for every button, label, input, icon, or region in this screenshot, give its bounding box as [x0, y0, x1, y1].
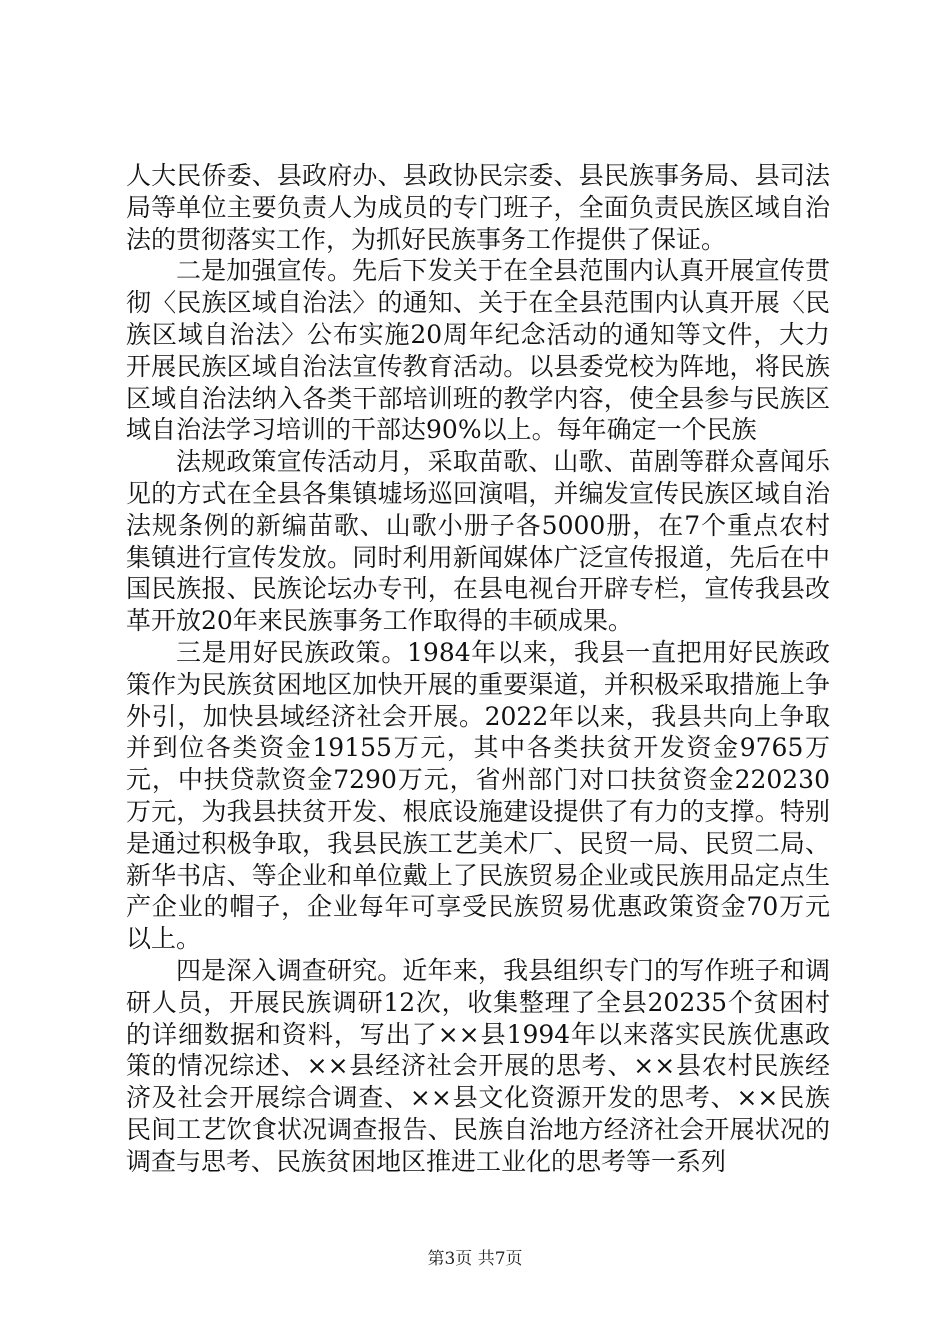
- paragraph: 四是深入调查研究。近年来，我县组织专门的写作班子和调研人员，开展民族调研12次，收集整理了全县20235个贫困村的详细数据和资料，写出了××县1994年以来落实民族优惠政策的情况综述、××县经济社会开展的思考、××县农村民族经济及社会开展综合调查、××县文化资源开发的思考、××民族民间工艺饮食状况调查报告、民族自治地方经济社会开展状况的调查与思考、民族贫困地区推进工业化的思考等一系列: [126, 955, 830, 1176]
- paragraph: 人大民侨委、县政府办、县政协民宗委、县民族事务局、县司法局等单位主要负责人为成员的专门班子，全面负责民族区域自治法的贯彻落实工作，为抓好民族事务工作提供了保证。: [126, 161, 830, 254]
- paragraph: 二是加强宣传。先后下发关于在全县范围内认真开展宣传贯彻〈民族区域自治法〉的通知、关于在全县范围内认真开展〈民族区域自治法〉公布实施20周年纪念活动的通知等文件，大力开展民族区域自治法宣传教育活动。以县委党校为阵地，将民族区域自治法纳入各类干部培训班的教学内容，使全县参与民族区域自治法学习培训的干部达90%以上。每年确定一个民族: [126, 256, 830, 445]
- page-number-footer: 第3页 共7页: [427, 1249, 523, 1269]
- document-body: [126, 160, 830, 1178]
- paragraph: 三是用好民族政策。1984年以来，我县一直把用好民族政策作为民族贫困地区加快开展的重要渠道，并积极采取措施上争外引，加快县域经济社会开展。2022年以来，我县共向上争取并到位各类资金19155万元，其中各类扶贫开发资金9765万元，中扶贷款资金7290万元，省州部门对口扶贫资金220230万元，为我县扶贫开发、根底设施建设提供了有力的支撑。特别是通过积极争取，我县民族工艺美术厂、民贸一局、民贸二局、新华书店、等企业和单位戴上了民族贸易企业或民族用品定点生产企业的帽子，企业每年可享受民族贸易优惠政策资金70万元以上。: [126, 637, 830, 954]
- paragraph: 法规政策宣传活动月，采取苗歌、山歌、苗剧等群众喜闻乐见的方式在全县各集镇墟场巡回演唱，并编发宣传民族区域自治法规条例的新编苗歌、山歌小册子各5000册，在7个重点农村集镇进行宣传发放。同时利用新闻媒体广泛宣传报道，先后在中国民族报、民族论坛办专刊，在县电视台开辟专栏，宣传我县改革开放20年来民族事务工作取得的丰硕成果。: [126, 447, 830, 636]
